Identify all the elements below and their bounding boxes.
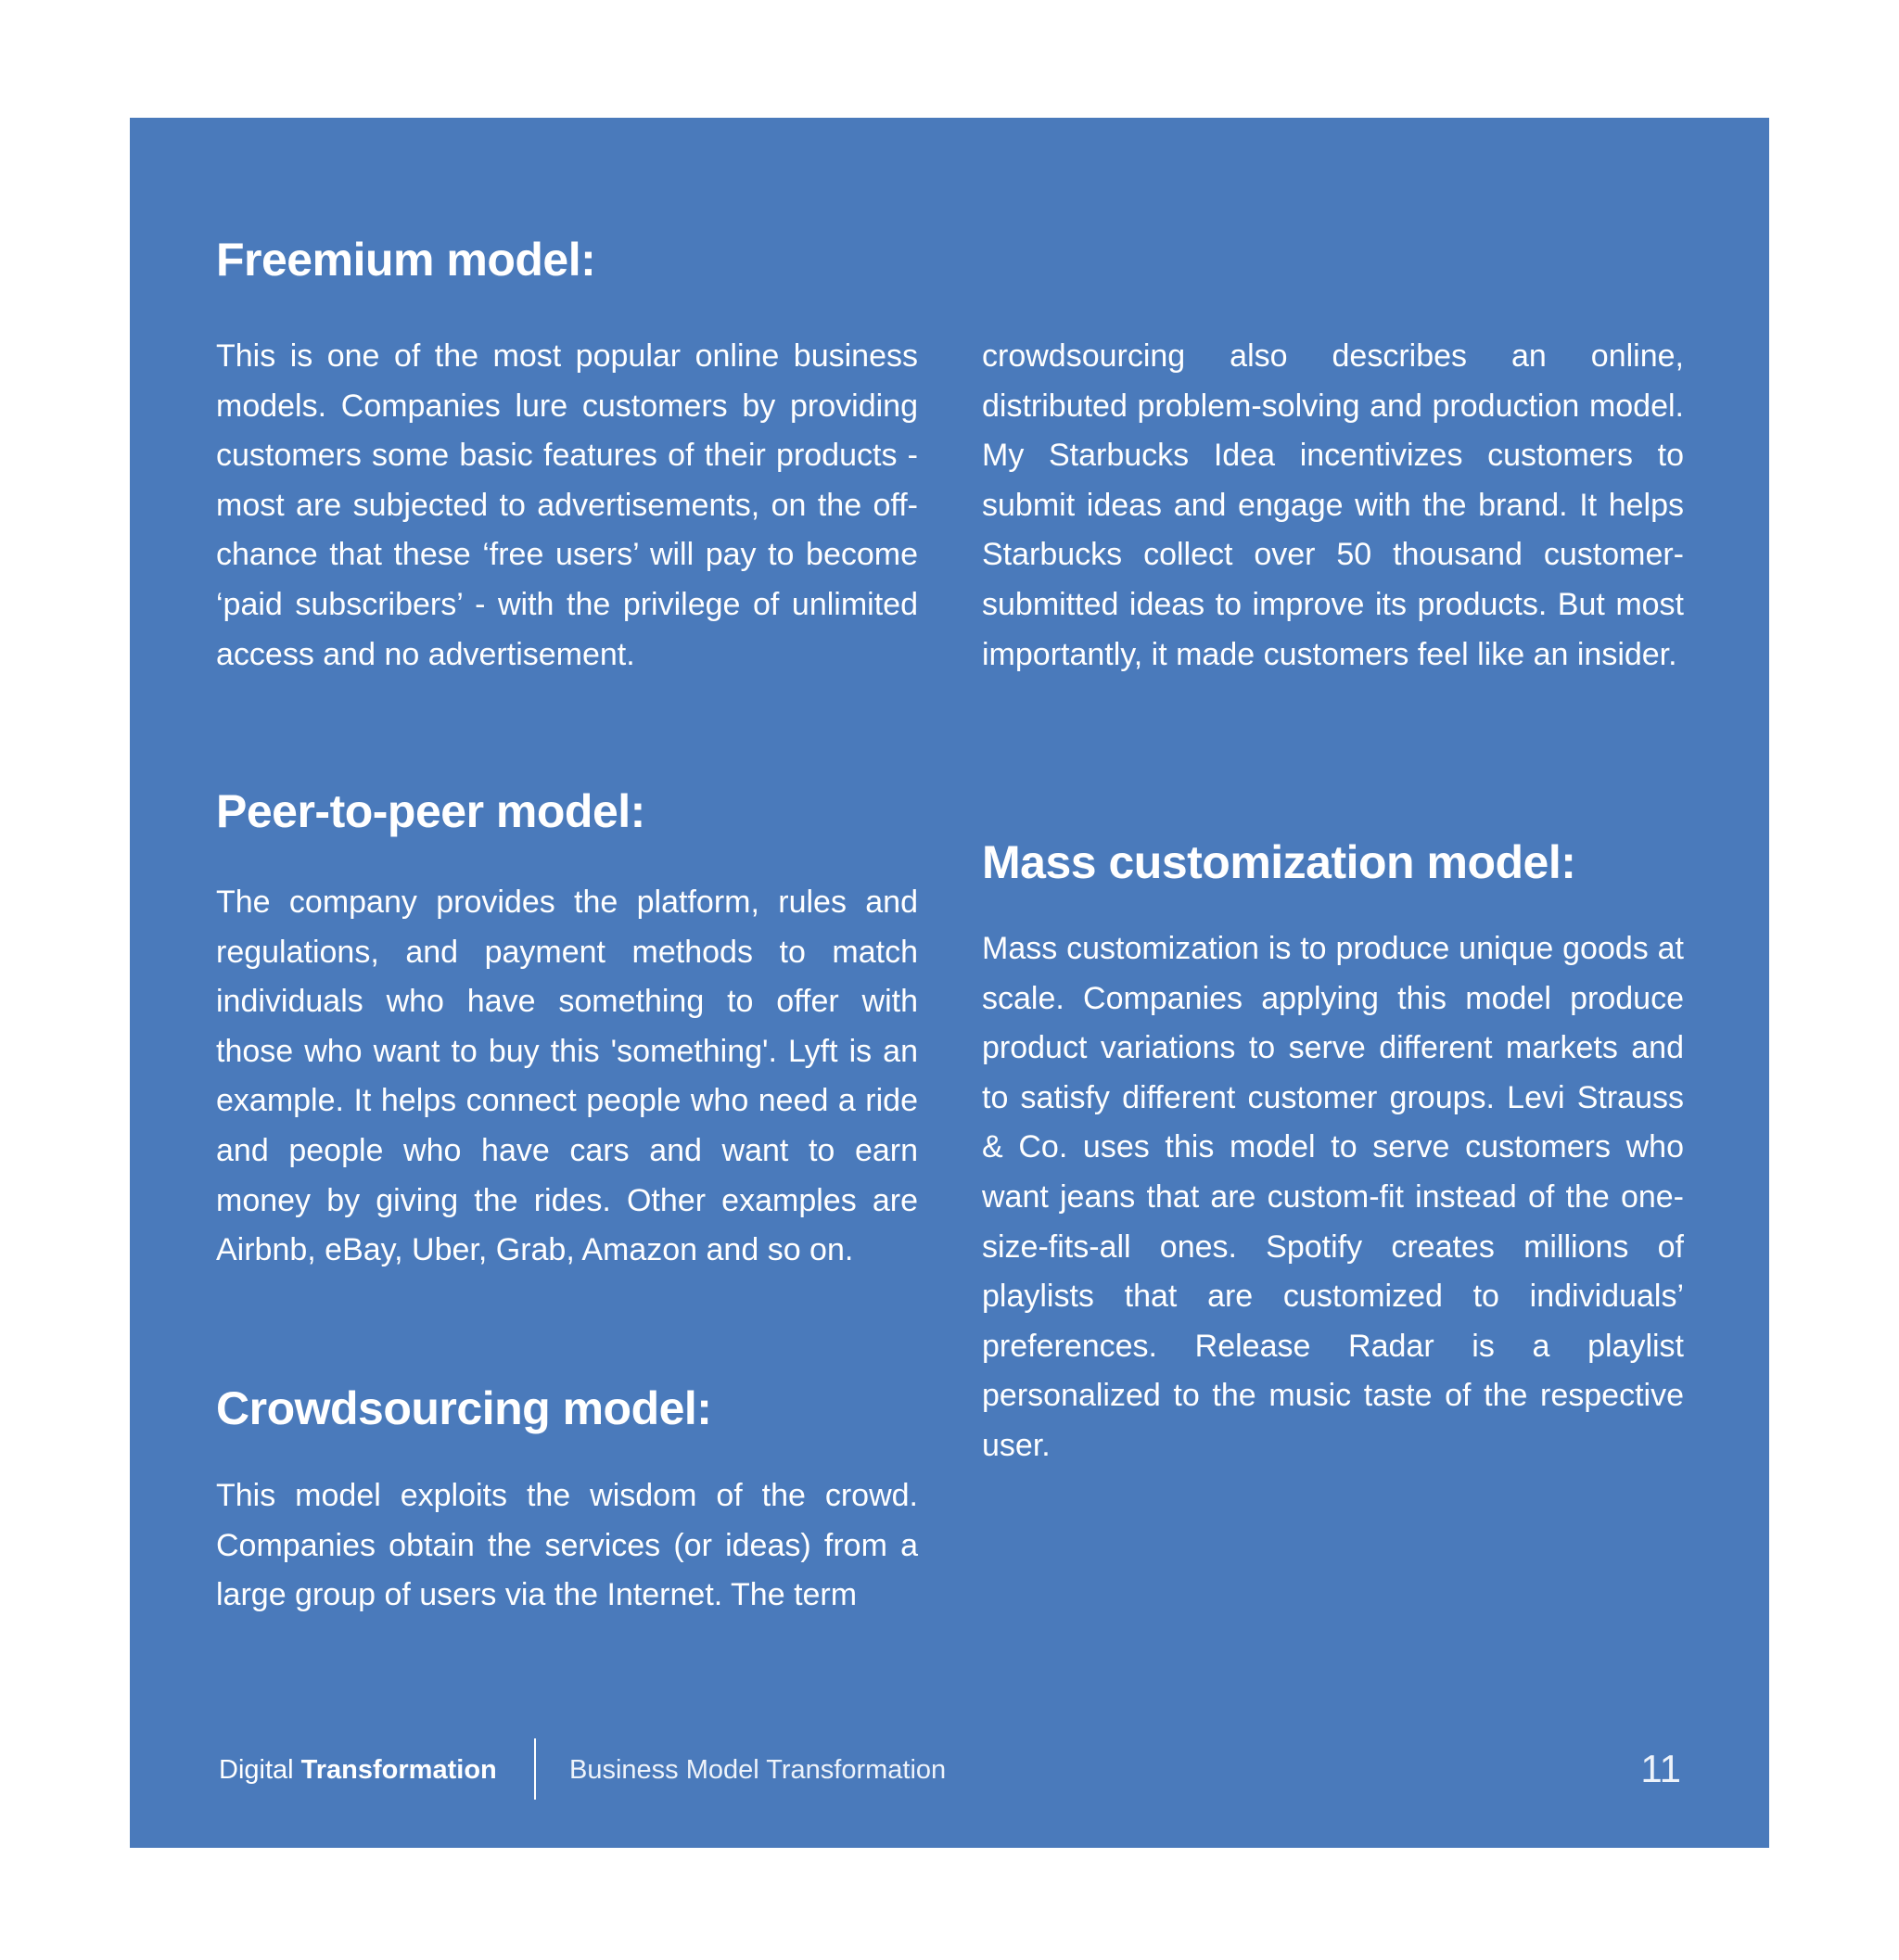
footer-brand <box>219 1753 497 1787</box>
crowdsourcing-continued-body: crowdsourcing also describes an online, distributed problem-solving and production model. My Starbucks Idea incentivizes customers to submit ideas and engage with the brand. It helps Starbucks collect over 50 thousand customer-submitted ideas to improve its products. But most importantly, it made customers feel like an insider. <box>982 338 1684 672</box>
mass-customization-heading: Mass customization model: <box>982 836 1576 888</box>
page-panel <box>130 118 1769 1848</box>
footer-brand-bold: Transformation <box>300 1755 497 1785</box>
footer-divider <box>534 1738 536 1800</box>
freemium-body: This is one of the most popular online business models. Companies lure customers by providing customers some basic features of their products - most are subjected to advertisements, on the off-chance that these ‘free users’ will pay to become ‘paid subscribers’ - with the privilege of unlimited access and no advertisement. <box>216 338 918 672</box>
page-number: 11 <box>1640 1747 1681 1790</box>
mass-customization-body: Mass customization is to produce unique goods at scale. Companies applying this model produce product variations to serve different markets and to satisfy different customer groups. Levi Strauss & Co. uses this model to serve customers who want jeans that are custom-fit instead of the one-size-fits-all ones. Spotify creates millions of playlists that are customized to individuals’ preferences. Release Radar is a playlist personalized to the music taste of the respective user. <box>982 931 1684 1463</box>
peer-to-peer-body: The company provides the platform, rules and regulations, and payment methods to match individuals who have something to offer with those who want to buy this 'something'. Lyft is an example. It helps connect people who need a ride and people who have cars and want to earn money by giving the rides. Other examples are Airbnb, eBay, Uber, Grab, Amazon and so on. <box>216 885 918 1268</box>
footer-brand-light: Digital <box>219 1755 294 1785</box>
page-footer <box>219 1738 1681 1803</box>
crowdsourcing-body: This model exploits the wisdom of the crowd. Companies obtain the services (or ideas) from a large group of users via the Internet. The term <box>216 1478 918 1613</box>
freemium-heading: Freemium model: <box>216 234 596 286</box>
footer-section-name: Business Model Transformation <box>569 1755 947 1785</box>
crowdsourcing-heading: Crowdsourcing model: <box>216 1382 712 1434</box>
peer-to-peer-heading: Peer-to-peer model: <box>216 785 645 837</box>
